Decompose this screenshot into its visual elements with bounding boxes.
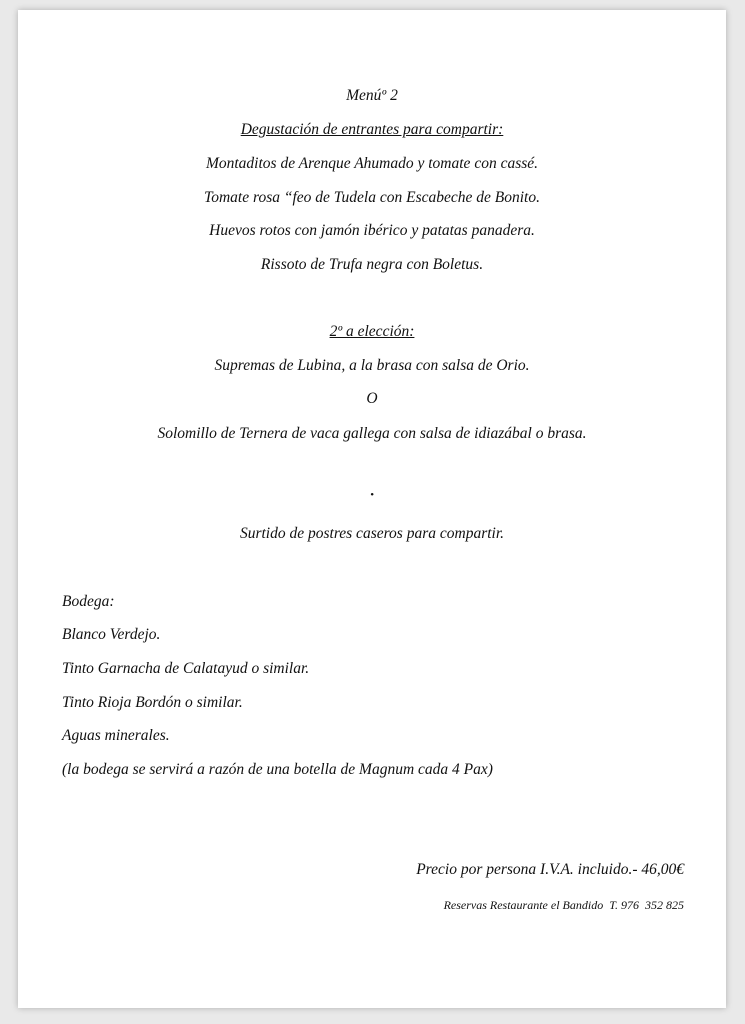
bodega-item: Tinto Rioja Bordón o similar. — [62, 694, 243, 711]
starters-heading: Degustación de entrantes para compartir: — [240, 121, 504, 138]
price-line: Precio por persona I.V.A. incluido.- 46,00€ — [416, 861, 684, 878]
bodega-item: Tinto Garnacha de Calatayud o similar. — [62, 660, 310, 677]
menu-document-page — [18, 10, 726, 1008]
starter-item: Rissoto de Trufa negra con Boletus. — [260, 256, 484, 273]
menu-title: Menúº 2 — [346, 87, 398, 104]
second-course-heading: 2º a elección: — [329, 323, 415, 340]
starter-item: Montaditos de Arenque Ahumado y tomate con cassé. — [205, 155, 539, 172]
bodega-item: Aguas minerales. — [62, 727, 170, 744]
second-course-option: Supremas de Lubina, a la brasa con salsa de Orio. — [214, 357, 530, 374]
second-course-option: Solomillo de Ternera de vaca gallega con salsa de idiazábal o brasa. — [157, 425, 587, 442]
bodega-heading: Bodega: — [62, 593, 115, 610]
separator-dot: • — [370, 489, 374, 501]
dessert-item: Surtido de postres caseros para compartir. — [239, 525, 505, 542]
bodega-note: (la bodega se servirá a razón de una botella de Magnum cada 4 Pax) — [62, 761, 493, 778]
bodega-item: Blanco Verdejo. — [62, 626, 161, 643]
starter-item: Tomate rosa “feo de Tudela con Escabeche de Bonito. — [204, 189, 540, 206]
reservations-line: Reservas Restaurante el Bandido T. 976 352 825 — [443, 898, 684, 912]
starter-item: Huevos rotos con jamón ibérico y patatas panadera. — [209, 222, 535, 239]
second-course-or: O — [366, 390, 378, 407]
